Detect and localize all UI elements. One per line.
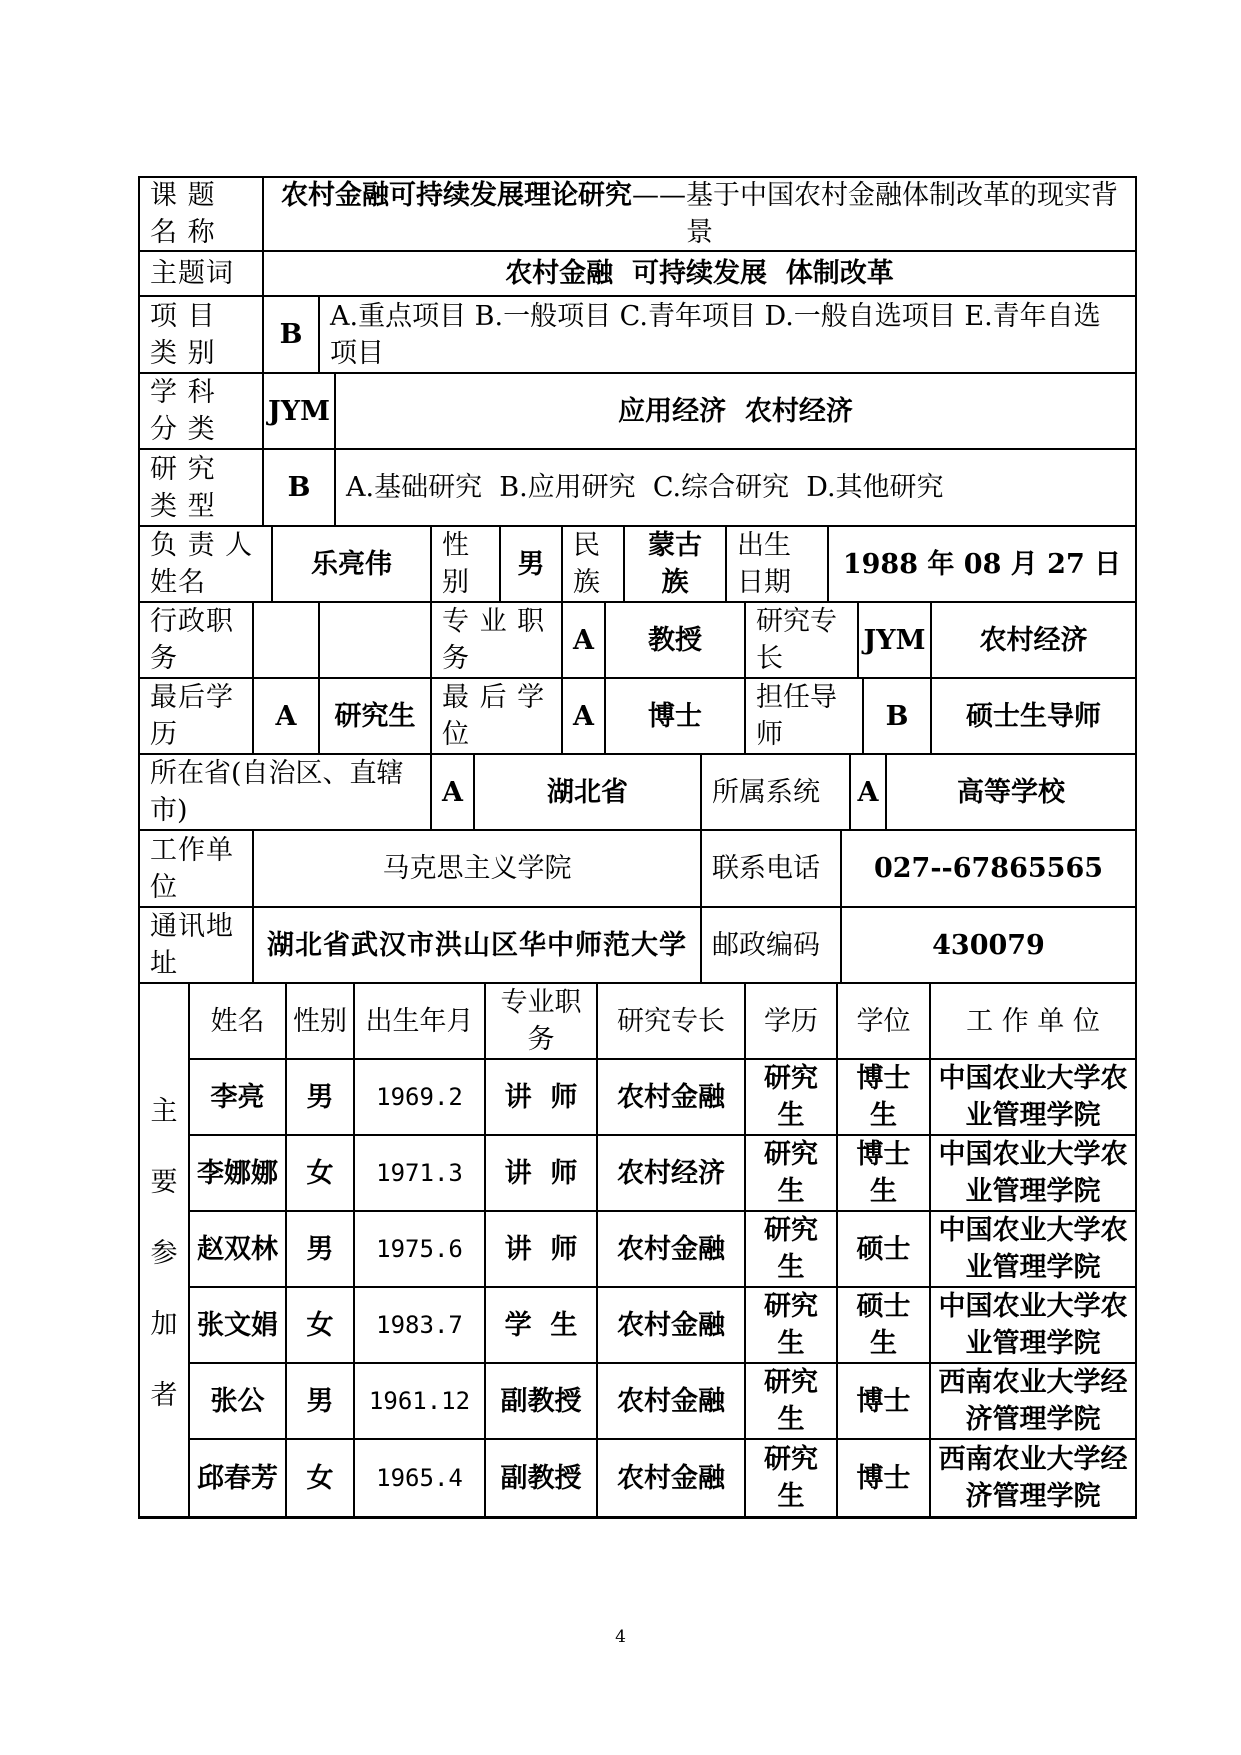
tutor-value: 硕士生导师	[966, 700, 1101, 732]
address-label: 通讯地址	[140, 908, 254, 982]
row-education	[138, 679, 1137, 755]
system-label: 所属系统	[702, 755, 851, 829]
member-gender: 男	[287, 1060, 355, 1134]
member-workplace: 中国农业大学农业管理学院	[938, 1291, 1128, 1359]
leader-name: 乐亮伟	[273, 527, 432, 601]
member-gender: 女	[287, 1440, 355, 1516]
zip-value: 430079	[932, 929, 1045, 961]
page-number: 4	[615, 1627, 626, 1647]
member-gender: 女	[287, 1288, 355, 1362]
header-specialty: 研究专长	[598, 984, 746, 1058]
discipline-label: 学 科 分 类	[140, 374, 264, 448]
specialty-label: 研究专长	[746, 603, 859, 677]
discipline-value: 应用经济 农村经济	[618, 395, 853, 427]
province-code: A	[432, 755, 475, 829]
topic-title	[264, 178, 1135, 250]
province-value: 湖北省	[475, 755, 702, 829]
members-side-char: 主	[150, 1095, 178, 1127]
member-education: 研究生	[746, 1288, 838, 1362]
member-birth: 1971.3	[355, 1136, 486, 1210]
research-type-code: B	[264, 450, 336, 525]
keywords-label: 主题词	[140, 252, 264, 295]
header-degree: 学位	[838, 984, 931, 1058]
row-topic	[138, 176, 1137, 252]
discipline-code: JYM	[264, 374, 336, 448]
row-research-type	[138, 450, 1137, 527]
member-row	[190, 1364, 1135, 1440]
research-type-label: 研 究 类 型	[140, 450, 264, 525]
member-workplace: 中国农业大学农业管理学院	[938, 1063, 1128, 1131]
members-side-char: 参	[150, 1237, 178, 1269]
members-section	[138, 984, 1137, 1519]
members-side-label	[140, 984, 190, 1516]
header-title: 专业职务	[486, 984, 598, 1058]
member-name: 张文娟	[190, 1288, 287, 1362]
member-birth: 1969.2	[355, 1060, 486, 1134]
work-label: 工作单位	[140, 831, 254, 906]
project-type-options: A.重点项目 B.一般项目 C.青年项目 D.一般自选项目 E.青年自选项目	[330, 300, 1101, 369]
zip-label: 邮政编码	[702, 908, 842, 982]
member-row	[190, 1440, 1135, 1516]
member-degree: 硕士	[838, 1212, 931, 1286]
member-workplace: 西南农业大学经济管理学院	[938, 1444, 1128, 1512]
admin-code	[254, 603, 320, 677]
member-title: 学 生	[486, 1288, 598, 1362]
member-name: 李娜娜	[190, 1136, 287, 1210]
member-name: 赵双林	[190, 1212, 287, 1286]
member-degree: 博士生	[838, 1060, 931, 1134]
members-table	[190, 984, 1135, 1516]
member-row	[190, 1136, 1135, 1212]
project-type-code: B	[264, 297, 320, 372]
member-specialty: 农村经济	[598, 1136, 746, 1210]
title-value: 教授	[606, 603, 746, 677]
member-specialty: 农村金融	[598, 1212, 746, 1286]
member-gender: 男	[287, 1212, 355, 1286]
member-specialty: 农村金融	[598, 1288, 746, 1362]
member-degree: 硕士生	[838, 1288, 931, 1362]
province-label: 所在省(自治区、直辖市)	[140, 755, 432, 829]
member-row	[190, 1212, 1135, 1288]
row-leader	[138, 527, 1137, 603]
topic-title-rest: ——基于中国农村金融体制改革的现实背景	[632, 180, 1118, 248]
leader-name-label: 负 责 人 姓名	[140, 527, 273, 601]
member-workplace: 西南农业大学经济管理学院	[938, 1367, 1128, 1435]
degree-label: 最 后 学 位	[432, 679, 563, 753]
member-workplace: 中国农业大学农业管理学院	[938, 1215, 1128, 1283]
member-education: 研究生	[746, 1364, 838, 1438]
members-side-char: 者	[150, 1379, 178, 1411]
tutor-label: 担任导师	[746, 679, 864, 753]
member-education: 研究生	[746, 1212, 838, 1286]
edu-value: 研究生	[320, 679, 432, 753]
admin-label: 行政职务	[140, 603, 254, 677]
member-education: 研究生	[746, 1060, 838, 1134]
member-birth: 1961.12	[355, 1364, 486, 1438]
row-discipline	[138, 374, 1137, 450]
member-degree: 博士	[838, 1440, 931, 1516]
member-birth: 1983.7	[355, 1288, 486, 1362]
leader-birth: 1988 年 08 月 27 日	[842, 548, 1122, 580]
edu-code: A	[254, 679, 320, 753]
member-title: 讲 师	[486, 1136, 598, 1210]
title-label: 专 业 职 务	[432, 603, 563, 677]
work-value: 马克思主义学院	[254, 831, 702, 906]
header-workplace: 工 作 单 位	[966, 1005, 1100, 1037]
leader-gender-label: 性别	[432, 527, 501, 601]
system-code: A	[851, 755, 887, 829]
member-specialty: 农村金融	[598, 1364, 746, 1438]
row-project-type	[138, 297, 1137, 374]
header-education: 学历	[746, 984, 838, 1058]
phone-label: 联系电话	[702, 831, 842, 906]
member-workplace: 中国农业大学农业管理学院	[938, 1139, 1128, 1207]
leader-ethnic-label: 民族	[563, 527, 625, 601]
topic-title-bold: 农村金融可持续发展理论研究	[281, 180, 632, 211]
member-specialty: 农村金融	[598, 1060, 746, 1134]
member-degree: 博士生	[838, 1136, 931, 1210]
member-name: 邱春芳	[190, 1440, 287, 1516]
header-birth: 出生年月	[355, 984, 486, 1058]
application-form	[138, 176, 1137, 1519]
leader-gender: 男	[501, 527, 563, 601]
member-specialty: 农村金融	[598, 1440, 746, 1516]
row-keywords	[138, 252, 1137, 297]
member-degree: 博士	[838, 1364, 931, 1438]
member-row	[190, 1060, 1135, 1136]
member-title: 副教授	[486, 1440, 598, 1516]
member-name: 李亮	[190, 1060, 287, 1134]
member-birth: 1975.6	[355, 1212, 486, 1286]
member-name: 张公	[190, 1364, 287, 1438]
phone-value: 027--67865565	[873, 853, 1104, 884]
row-position	[138, 603, 1137, 679]
members-header-row	[190, 984, 1135, 1060]
title-code: A	[563, 603, 606, 677]
leader-birth-label: 出生日期	[727, 527, 829, 601]
degree-value: 博士	[606, 679, 746, 753]
member-birth: 1965.4	[355, 1440, 486, 1516]
specialty-code: JYM	[859, 603, 932, 677]
member-title: 讲 师	[486, 1060, 598, 1134]
system-value: 高等学校	[957, 776, 1065, 808]
member-education: 研究生	[746, 1136, 838, 1210]
research-type-options: A.基础研究 B.应用研究 C.综合研究 D.其他研究	[346, 472, 944, 503]
project-type-label: 项 目 类 别	[140, 297, 264, 372]
member-title: 副教授	[486, 1364, 598, 1438]
member-title: 讲 师	[486, 1212, 598, 1286]
member-row	[190, 1288, 1135, 1364]
row-address	[138, 908, 1137, 984]
member-gender: 男	[287, 1364, 355, 1438]
row-work	[138, 831, 1137, 908]
header-gender: 性别	[287, 984, 355, 1058]
tutor-code: B	[864, 679, 932, 753]
header-name: 姓名	[190, 984, 287, 1058]
members-side-char: 要	[150, 1166, 178, 1198]
row-province	[138, 755, 1137, 831]
specialty-value: 农村经济	[979, 624, 1088, 656]
member-education: 研究生	[746, 1440, 838, 1516]
address-value: 湖北省武汉市洪山区华中师范大学	[254, 908, 702, 982]
member-gender: 女	[287, 1136, 355, 1210]
topic-label: 课 题 名 称	[140, 178, 264, 250]
members-side-char: 加	[150, 1308, 178, 1340]
leader-ethnic: 蒙古族	[625, 527, 727, 601]
admin-value	[320, 603, 432, 677]
edu-label: 最后学历	[140, 679, 254, 753]
degree-code: A	[563, 679, 606, 753]
keywords-value: 农村金融 可持续发展 体制改革	[505, 258, 894, 289]
